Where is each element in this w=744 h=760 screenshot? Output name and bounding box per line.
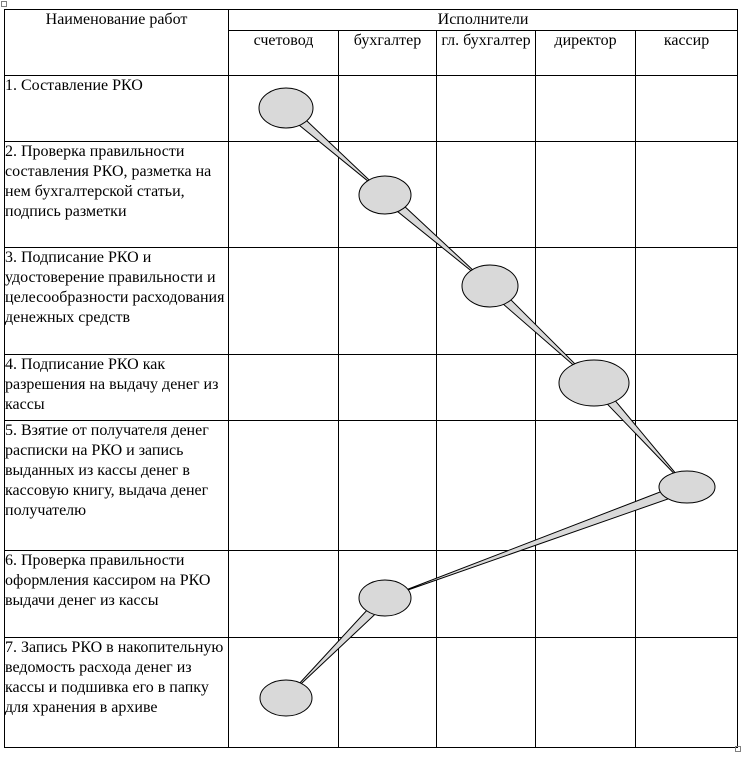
executor-header: директор <box>536 31 636 76</box>
task-cell: 3. Подписание РКО и удостоверение правильности и целесообразности расходования денежных средств <box>5 248 229 355</box>
task-cell: 4. Подписание РКО как разрешения на выдачу денег из кассы <box>5 355 229 421</box>
grid-cell <box>229 551 339 638</box>
task-cell: 1. Составление РКО <box>5 76 229 142</box>
grid-cell <box>636 551 738 638</box>
grid-cell <box>536 76 636 142</box>
executor-header: бухгалтер <box>339 31 437 76</box>
grid-cell <box>229 421 339 551</box>
grid-cell <box>437 638 536 748</box>
executor-header: гл. бухгалтер <box>437 31 536 76</box>
grid-cell <box>437 76 536 142</box>
grid-cell <box>229 355 339 421</box>
task-cell: 5. Взятие от получателя денег расписки на РКО и запись выданных из кассы денег в кассовую книгу, выдача денег получателю <box>5 421 229 551</box>
workflow-table <box>4 9 738 748</box>
grid-cell <box>339 355 437 421</box>
task-cell: 7. Запись РКО в накопительную ведомость расхода денег из кассы и подшивка его в папку для хранения в архиве <box>5 638 229 748</box>
executor-header: кассир <box>636 31 738 76</box>
grid-cell <box>437 421 536 551</box>
grid-cell <box>229 142 339 248</box>
grid-cell <box>536 355 636 421</box>
grid-cell <box>636 638 738 748</box>
grid-cell <box>339 638 437 748</box>
grid-cell <box>536 142 636 248</box>
grid-cell <box>339 76 437 142</box>
grid-cell <box>339 421 437 551</box>
grid-cell <box>339 248 437 355</box>
grid-cell <box>437 551 536 638</box>
grid-cell <box>536 248 636 355</box>
grid-cell <box>437 355 536 421</box>
grid-cell <box>437 248 536 355</box>
grid-cell <box>536 551 636 638</box>
grid-cell <box>229 248 339 355</box>
table-resize-marker <box>735 746 741 752</box>
grid-cell <box>636 142 738 248</box>
task-cell: 2. Проверка правильности составления РКО, разметка на нем бухгалтерской статьи, подпись разметки <box>5 142 229 248</box>
header-task: Наименование работ <box>5 10 229 76</box>
grid-cell <box>636 76 738 142</box>
grid-cell <box>437 142 536 248</box>
table-anchor-marker <box>1 1 7 7</box>
grid-cell <box>339 551 437 638</box>
grid-cell <box>229 76 339 142</box>
grid-cell <box>229 638 339 748</box>
grid-cell <box>536 638 636 748</box>
grid-cell <box>636 355 738 421</box>
grid-cell <box>636 248 738 355</box>
header-executors: Исполнители <box>229 10 738 31</box>
grid-cell <box>536 421 636 551</box>
task-cell: 6. Проверка правильности оформления кассиром на РКО выдачи денег из кассы <box>5 551 229 638</box>
executor-header: счетовод <box>229 31 339 76</box>
grid-cell <box>636 421 738 551</box>
grid-cell <box>339 142 437 248</box>
